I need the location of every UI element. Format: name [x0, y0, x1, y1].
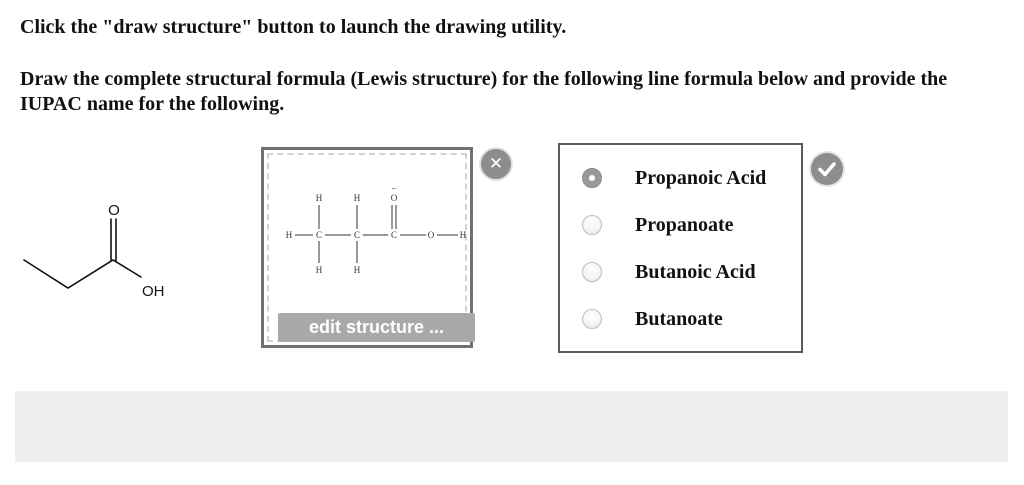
atom-c2: C: [353, 230, 361, 240]
atom-o-hydroxyl: O: [427, 230, 435, 240]
atom-c3: C: [390, 230, 398, 240]
edit-structure-button[interactable]: edit structure ...: [278, 313, 475, 342]
answer-options-box: [558, 143, 803, 353]
check-icon: [811, 153, 843, 185]
option-propanoate[interactable]: [560, 207, 801, 243]
carbon-chain-bonds: [24, 260, 141, 288]
option-butanoate[interactable]: [560, 301, 801, 337]
option-label: Propanoic Acid: [635, 167, 767, 189]
atom-h-bottom-1: H: [315, 265, 323, 275]
hydroxyl-label: OH: [142, 283, 165, 300]
feedback-area: [15, 391, 1008, 462]
option-propanoic-acid[interactable]: [560, 160, 801, 196]
atom-h-top-1: H: [315, 193, 323, 203]
radio-button-selected[interactable]: [582, 168, 602, 188]
atom-h-left: H: [285, 230, 293, 240]
radio-button[interactable]: [582, 262, 602, 282]
instruction-launch: Click the "draw structure" button to launch the drawing utility.: [20, 16, 567, 38]
structure-editor[interactable]: [261, 147, 473, 348]
lone-pair-dots: ..: [391, 181, 397, 191]
radio-button[interactable]: [582, 309, 602, 329]
option-label: Propanoate: [635, 214, 734, 236]
atom-c1: C: [315, 230, 323, 240]
radio-button[interactable]: [582, 215, 602, 235]
atom-h-top-2: H: [353, 193, 361, 203]
instruction-question: Draw the complete structural formula (Lewis structure) for the following line formula below and provide the IUPAC name for the following.: [20, 68, 948, 115]
close-icon[interactable]: ✕: [481, 149, 511, 179]
option-label: Butanoic Acid: [635, 261, 756, 283]
structure-editor-frame: [267, 153, 467, 342]
option-label: Butanoate: [635, 308, 723, 330]
line-formula-structure: [10, 185, 210, 310]
oxygen-label: O: [108, 202, 120, 219]
atom-h-bottom-2: H: [353, 265, 361, 275]
atom-h-right: H: [459, 230, 467, 240]
atom-o-carbonyl: O: [390, 193, 398, 203]
option-butanoic-acid[interactable]: [560, 254, 801, 290]
